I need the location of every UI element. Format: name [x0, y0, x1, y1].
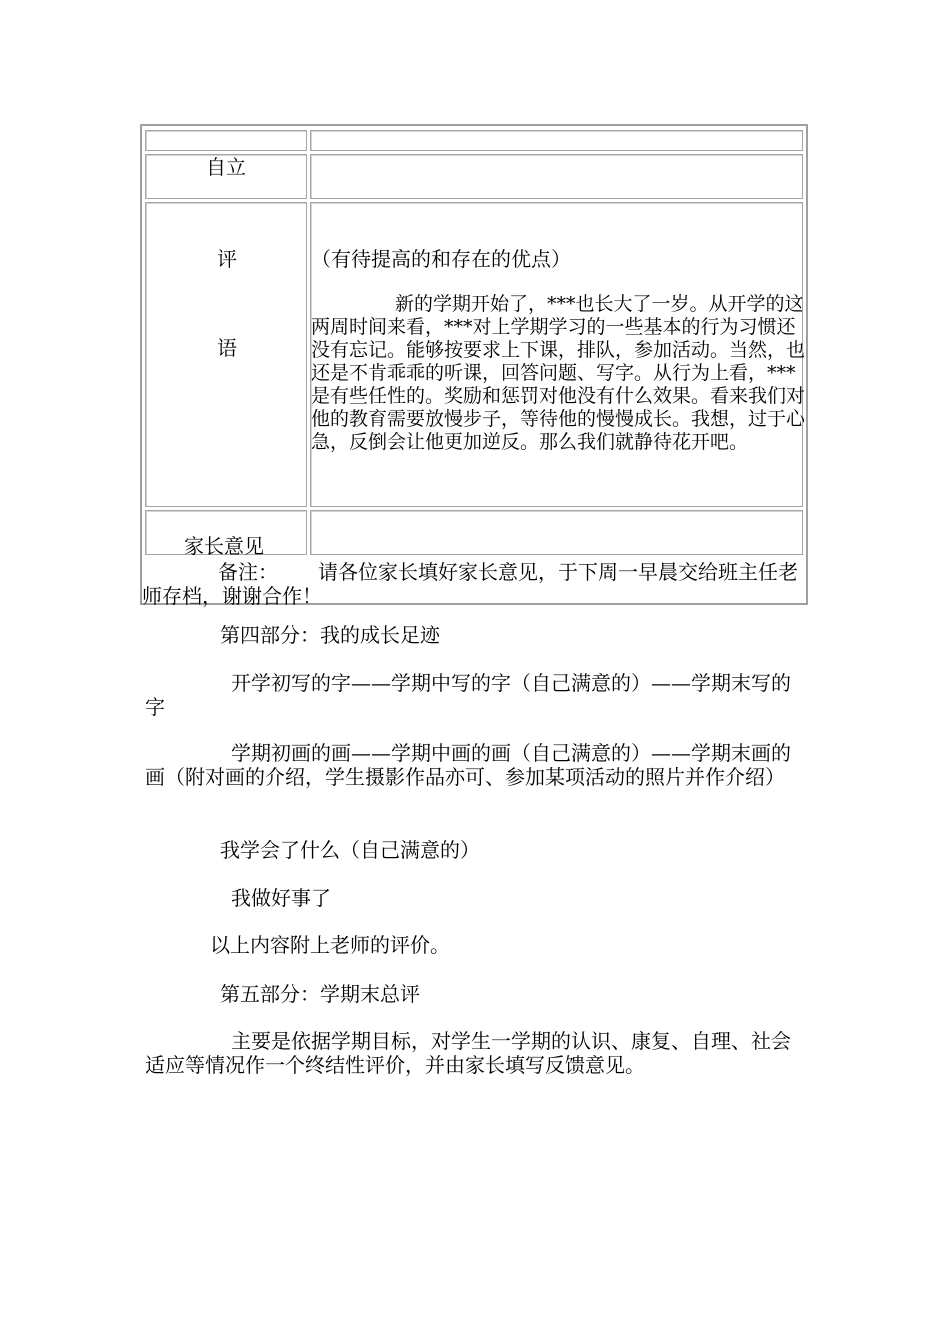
section4-p5: 以上内容附上老师的评价。: [210, 933, 450, 957]
section4-p3: 我学会了什么（自己满意的）: [220, 838, 480, 862]
section5-p1-text: 主要是依据学期目标，对学生一学期的认识、康复、自理、社会适应等情况作一个终结性评价，并由家长填写反馈意见。: [145, 1029, 791, 1077]
self-reliance-label: 自立: [206, 155, 246, 179]
parent-opinion-label: 家长意见: [184, 534, 264, 558]
section4-heading: 第四部分：我的成长足迹: [220, 623, 440, 647]
table-cell-parent-content: [310, 510, 803, 555]
section4-p1-text: 开学初写的字——学期中写的字（自己满意的）——学期末写的字: [145, 671, 791, 719]
table-cell-self-content: [310, 154, 803, 199]
note-row: [142, 560, 808, 608]
note-text: 请各位家长填好家长意见，于下周一早晨交给班主任老师存档，谢谢合作！: [142, 560, 798, 608]
table-cell-blank-right: [310, 130, 803, 151]
note-label: 备注：: [218, 560, 278, 584]
table-cell-blank-left: [145, 130, 307, 151]
comment-hint: （有待提高的和存在的优点）: [311, 247, 571, 271]
comment-body-text: 新的学期开始了，***也长大了一岁。从开学的这两周时间来看，***对上学期学习的一些基本的行为习惯还没有忘记。能够按要求上下课，排队，参加活动。当然，也还是不肯乖乖的听课，回答问题、写字。从行为上看，***是有些任性的。奖励和惩罚对他没有什么效果。看来我们对他的教育需要放慢步子，等待他的慢慢成长。我想，过于心急，反倒会让他更加逆反。那么我们就静待花开吧。: [311, 293, 806, 453]
section4-p1: [145, 671, 808, 719]
section5-p1: [145, 1029, 808, 1077]
comment-label-char-1: 评: [217, 247, 237, 271]
section4-p2-text: 学期初画的画——学期中画的画（自己满意的）——学期末画的画（附对画的介绍，学生摄影作品亦可、参加某项活动的照片并作介绍）: [145, 741, 791, 789]
comment-body: [311, 293, 808, 454]
section5-heading: 第五部分：学期末总评: [220, 982, 420, 1006]
section4-p2: [145, 741, 808, 789]
comment-label-char-2: 语: [217, 336, 237, 360]
section4-p4: 我做好事了: [231, 886, 331, 910]
